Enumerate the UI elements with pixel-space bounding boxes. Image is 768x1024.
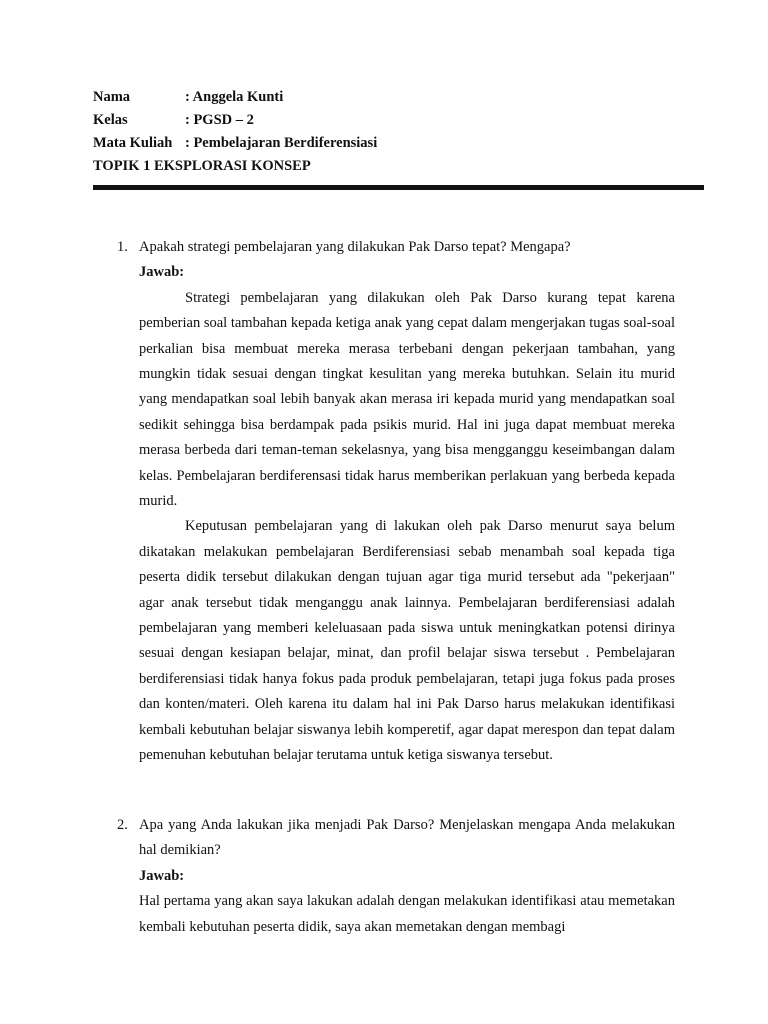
- course-value: : Pembelajaran Berdiferensiasi: [185, 135, 378, 151]
- name-label: Nama: [93, 89, 131, 105]
- topic-title: TOPIK 1 EKSPLORASI KONSEP: [93, 158, 311, 174]
- answer-label: Jawab:: [139, 867, 185, 884]
- answer-paragraph: Strategi pembelajaran yang dilakukan oleh Pak Darso kurang tepat karena pemberian soal tambahan kepada ketiga anak yang cepat dalam mengerjakan tugas soal-soal perkalian bisa membuat mereka merasa terbebani dengan pekerjaan tambahan, yang mungkin tidak sesuai dengan tingkat kesulitan yang mereka butuhkan. Selain itu murid yang mendapatkan soal lebih banyak akan merasa iri kepada murid yang mendapatkan soal sedikit sehingga bisa berdampak pada psikis murid. Hal ini juga dapat membuat mereka merasa berbeda dari teman-teman sekelasnya, yang bisa mengganggu keseimbangan dalam kelas. Pembelajaran berdiferensasi tidak harus memberikan perlakuan yang berbeda kepada murid.: [139, 289, 675, 510]
- question-text: Apa yang Anda lakukan jika menjadi Pak Darso? Menjelaskan mengapa Anda melakukan hal demikian?: [139, 817, 675, 859]
- answer-paragraph: Keputusan pembelajaran yang di lakukan oleh pak Darso menurut saya belum dikatakan melakukan pembelajaran Berdiferensiasi sebab menambah soal kepada tiga peserta didik tersebut dilakukan dengan tujuan agar tiga murid tersebut ada "pekerjaan" agar anak tersebut tidak menganggu anak lainnya. Pembelajaran berdiferensiasi adalah pembelajaran yang memberi keleluasaan pada siswa untuk meningkatkan potensi dirinya sesuai dengan kesiapan belajar, minat, dan profil belajar siswa tersebut . Pembelajaran berdiferensiasi tidak hanya fokus pada produk pembelajaran, tetapi juga fokus pada proses dan konten/materi. Oleh karena itu dalam hal ini Pak Darso harus melakukan identifikasi kembali kebutuhan belajar siswanya lebih komperetif, agar dapat merespon dan tepat dalam pemenuhan kebutuhan belajar terutama untuk ketiga siswanya tersebut.: [139, 518, 675, 764]
- name-value: : Anggela Kunti: [185, 89, 284, 105]
- student-info-header: [93, 86, 703, 178]
- course-label: Mata Kuliah: [93, 135, 173, 151]
- question-number: 1.: [117, 239, 128, 255]
- class-value: : PGSD – 2: [185, 112, 254, 128]
- question-item: [117, 235, 675, 769]
- answer-label: Jawab:: [139, 264, 185, 281]
- question-item: [117, 813, 675, 940]
- question-number: 2.: [117, 817, 128, 833]
- class-row: [93, 109, 703, 132]
- answer-paragraph: Hal pertama yang akan saya lakukan adalah dengan melakukan identifikasi atau memetakan kembali kebutuhan peserta didik, saya akan memetakan dengan membagi: [139, 893, 675, 935]
- header-divider: [93, 185, 704, 190]
- question-text: Apakah strategi pembelajaran yang dilakukan Pak Darso tepat? Mengapa?: [139, 239, 571, 255]
- course-row: [93, 132, 703, 155]
- name-row: [93, 86, 703, 109]
- class-label: Kelas: [93, 112, 128, 128]
